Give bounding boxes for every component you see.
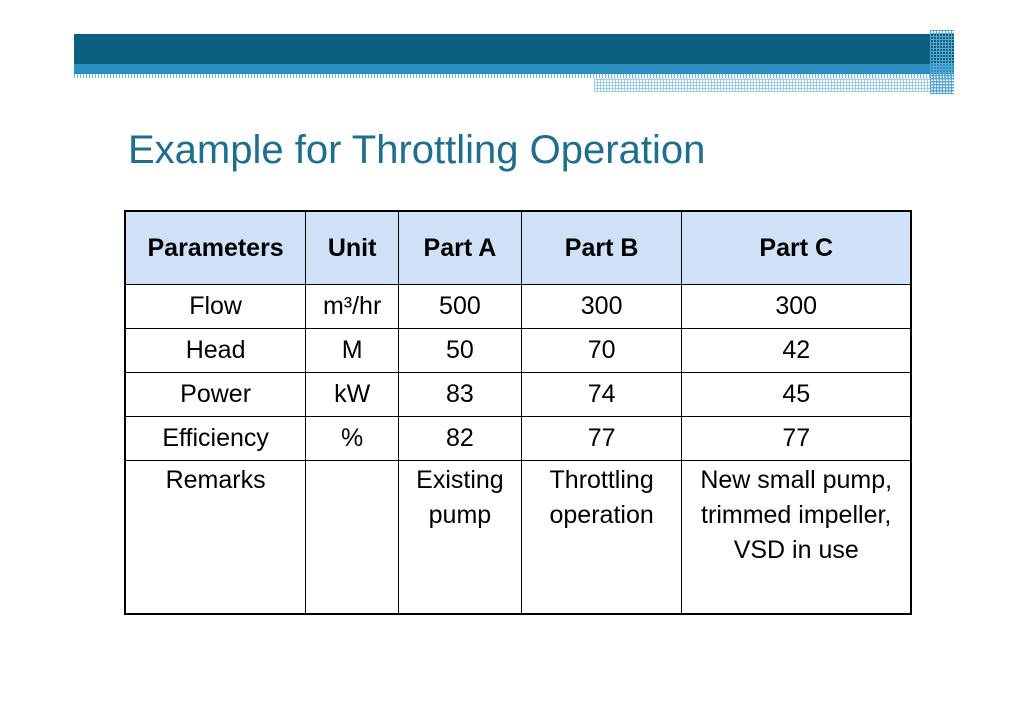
table-cell: 500: [399, 285, 522, 329]
table-cell: 77: [682, 417, 911, 461]
parameters-table: [124, 210, 912, 615]
table-header-row: [125, 211, 911, 285]
table-cell: 82: [399, 417, 522, 461]
table-cell: [306, 461, 399, 615]
table-row-efficiency: [125, 417, 911, 461]
table-cell: kW: [306, 373, 399, 417]
table-row-flow: [125, 285, 911, 329]
header-band-pattern-right: [930, 30, 954, 94]
slide-title: Example for Throttling Operation: [128, 128, 706, 172]
table-cell: M: [306, 329, 399, 373]
table-cell: 45: [682, 373, 911, 417]
table-cell: Existing pump: [399, 461, 522, 615]
header-cell-part-b: Part B: [521, 211, 682, 285]
table-cell: 42: [682, 329, 911, 373]
table-cell: Flow: [125, 285, 306, 329]
table-cell: 83: [399, 373, 522, 417]
table-cell: Throttling operation: [521, 461, 682, 615]
header-band: [74, 34, 954, 64]
header-cell-part-a: Part A: [399, 211, 522, 285]
table-cell: m³/hr: [306, 285, 399, 329]
header-band-pattern-step: [594, 78, 954, 92]
table-cell: %: [306, 417, 399, 461]
table-row-power: [125, 373, 911, 417]
header-cell-part-c: Part C: [682, 211, 911, 285]
table-cell: Power: [125, 373, 306, 417]
table-cell: Head: [125, 329, 306, 373]
table-cell: Efficiency: [125, 417, 306, 461]
table-cell: 300: [682, 285, 911, 329]
table-cell: 74: [521, 373, 682, 417]
table-row-head: [125, 329, 911, 373]
table-cell: 300: [521, 285, 682, 329]
table-cell: 50: [399, 329, 522, 373]
table-cell: Remarks: [125, 461, 306, 615]
table-cell: 70: [521, 329, 682, 373]
header-band-accent: [74, 64, 954, 74]
header-cell-parameters: Parameters: [125, 211, 306, 285]
table-cell: 77: [521, 417, 682, 461]
header-cell-unit: Unit: [306, 211, 399, 285]
table-cell: New small pump, trimmed impeller, VSD in use: [682, 461, 911, 615]
table-row-remarks: [125, 461, 911, 615]
